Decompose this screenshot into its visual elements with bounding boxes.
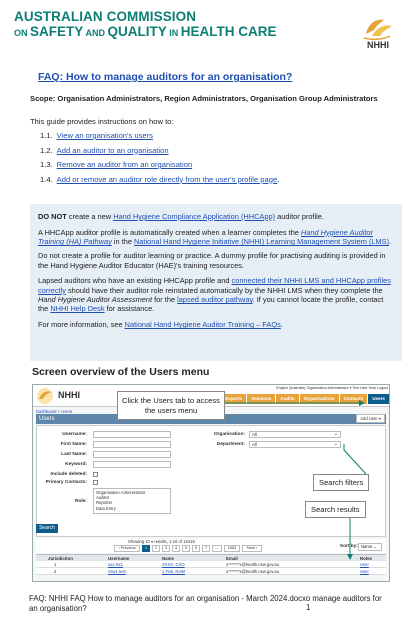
note-paragraph: For more information, see National Hand Hygiene Auditor Training – FAQs. <box>38 320 283 330</box>
list-item: 1.1. View an organisation's users <box>40 131 153 140</box>
nhhi-lms-link[interactable]: National Hand Hygiene Initiative (NHHI) Learning Management System (LMS) <box>133 237 390 247</box>
page-button[interactable]: 7 <box>202 545 210 552</box>
page-button[interactable]: 3 <box>162 545 170 552</box>
first-name-input[interactable] <box>93 441 171 448</box>
org-name-line2: ON SAFETY AND QUALITY IN HEALTH CARE <box>14 24 277 39</box>
lapsed-pathway-link[interactable]: lapsed auditor pathway <box>177 295 253 305</box>
list-item: 1.2. Add an auditor to an organisation <box>40 145 169 155</box>
step-link[interactable]: Add or remove an auditor role directly from the user's profile page <box>56 174 278 184</box>
connect-profiles-link[interactable]: connected their NHHI LMS and HHCApp profiles correctly <box>38 276 391 295</box>
username-link[interactable]: xxx.Nx1 <box>108 562 123 567</box>
table-row[interactable]: 1 xxx.Nx1 XXXX, CXO x*******x@health.nsw.gov.au User <box>36 561 386 568</box>
list-item[interactable]: Data Entry <box>96 505 116 511</box>
column-header[interactable]: Email <box>226 556 238 561</box>
sort-select[interactable]: Name ⌄ <box>358 543 382 551</box>
page-number: 1 <box>306 603 311 612</box>
tab-contacts[interactable]: Contacts <box>340 394 368 404</box>
steps-list <box>40 129 380 187</box>
add-user-button[interactable]: Add User ▾ <box>356 414 385 423</box>
search-results-label: Search results <box>305 501 366 518</box>
hhcapp-link[interactable]: Hand Hygiene Compliance Application (HHCApp) <box>113 212 276 221</box>
help-desk-link[interactable]: NHHI Help Desk <box>50 304 105 314</box>
department-select[interactable]: All ⌄ <box>249 441 341 448</box>
list-item: 1.4. Add or remove an auditor role directly from the user's profile page. <box>40 174 280 184</box>
app-logo-icon <box>36 387 54 405</box>
column-header[interactable]: Jurisdiction <box>48 556 73 561</box>
last-name-input[interactable] <box>93 451 171 458</box>
page-button[interactable]: 1 <box>142 545 150 552</box>
organisation-select[interactable]: All ⌄ <box>249 431 341 438</box>
search-button[interactable]: Search <box>36 524 58 533</box>
primary-contacts-checkbox[interactable] <box>93 480 98 485</box>
note-box <box>30 204 402 361</box>
page-button[interactable]: 4 <box>172 545 180 552</box>
breadcrumb[interactable]: Dashboard > Users <box>36 409 73 414</box>
results-arrow-icon <box>345 518 355 560</box>
next-page-button[interactable]: Next › <box>242 545 262 552</box>
name-link[interactable]: 1 Test, NUM <box>162 569 185 574</box>
note-paragraph: Do not create a profile for auditor learning or practice. A dummy profile for practising auditing is provided in the Hand Hygiene Auditor Educator (HAE)'s training resources. <box>38 251 386 270</box>
keyword-label: Keyword: <box>65 462 87 467</box>
include-deleted-checkbox[interactable] <box>93 472 98 477</box>
step-link[interactable]: View an organisation's users <box>56 131 153 140</box>
note-paragraph: Lapsed auditors who have an existing HHCApp profile and connected their NHHI LMS and HHCApp profiles correctly should have their auditor role reinstated automatically by the NHHI LMS when they complete the Hand Hygiene Auditor Assessment for the lapsed auditor pathway. If you cannot locate the profile, contact the NHHI Help Desk for assistance. <box>38 276 391 314</box>
roles-link[interactable]: User <box>360 562 369 567</box>
chevron-down-icon: ⌄ <box>333 431 338 437</box>
username-link[interactable]: nsw1.test <box>108 569 126 574</box>
last-name-label: Last Name: <box>61 452 87 457</box>
tab-organisations[interactable]: Organisations <box>300 394 339 404</box>
faq-title[interactable]: FAQ: How to manage auditors for an organisation? <box>38 71 293 83</box>
pagination <box>36 539 386 553</box>
document-header <box>14 9 396 53</box>
callout-arrow-icon <box>225 399 365 409</box>
primary-contacts-label: Primary Contacts: <box>45 480 87 485</box>
users-tab-callout: Click the Users tab to access the users menu <box>117 391 225 420</box>
step-link[interactable]: Remove an auditor from an organisation <box>56 160 193 169</box>
ha-pathway-link[interactable]: Hand Hygiene Auditor Training (HA) Pathway <box>38 227 373 247</box>
results-count: Showing 10 ▾ results, 1-10 of 16416 <box>128 539 195 544</box>
note-paragraph: DO NOT create a new Hand Hygiene Compliance Application (HHCApp) auditor profile. <box>38 212 324 221</box>
page-button[interactable]: 5 <box>182 545 190 552</box>
section-title: Screen overview of the Users menu <box>32 366 210 378</box>
role-label: Role: <box>75 499 87 504</box>
sort-by-label: Sort by: <box>339 544 358 549</box>
page-button[interactable]: 6 <box>192 545 200 552</box>
department-label: Department: <box>216 442 245 447</box>
list-item[interactable]: Reporter <box>96 500 113 506</box>
organisation-label: Organisation: <box>213 432 245 437</box>
page-ellipsis: ... <box>212 545 222 552</box>
name-link[interactable]: XXXX, CXO <box>162 562 185 567</box>
intro-text: This guide provides instructions on how to: <box>30 117 174 126</box>
page-button[interactable]: 1682 <box>224 545 240 552</box>
app-name: NHHI <box>58 390 80 400</box>
top-links[interactable]: English (Australia) Organisation Administrator ▾ Test User Help Logout <box>276 386 388 390</box>
first-name-label: First Name: <box>60 442 87 447</box>
org-name-line1: AUSTRALIAN COMMISSION <box>14 9 197 24</box>
tab-users[interactable]: Users <box>368 394 389 404</box>
role-select[interactable] <box>93 488 171 514</box>
page-footer: FAQ: NHHI FAQ How to manage auditors for an organisation - March 2024.docxo manage auditors for an organisation? <box>29 594 382 613</box>
users-panel-heading: Users <box>36 414 386 424</box>
list-item[interactable]: Organisation Administrator <box>96 490 146 495</box>
previous-page-button[interactable]: ‹ Previous <box>114 545 140 552</box>
nhhi-logo-text: NHHI <box>367 40 389 50</box>
chevron-down-icon: ⌄ <box>333 441 338 447</box>
keyword-input[interactable] <box>93 461 171 468</box>
tab-exports[interactable]: Exports <box>221 394 246 404</box>
tab-sessions[interactable]: Sessions <box>247 394 275 404</box>
username-input[interactable] <box>93 431 171 438</box>
search-filters-label: Search filters <box>313 474 369 491</box>
note-paragraph: A HHCApp auditor profile is automatically created when a learner completes the Hand Hygiene Auditor Training (HA) Pathway in the National Hand Hygiene Initiative (NHHI) Learning Management System (LMS). <box>38 227 392 247</box>
column-header[interactable]: Username <box>108 556 130 561</box>
column-header[interactable]: Roles <box>360 556 372 561</box>
column-header[interactable]: Name <box>162 556 174 561</box>
table-header <box>36 554 386 561</box>
tab-audits[interactable]: Audits <box>276 394 298 404</box>
page-button[interactable]: 2 <box>152 545 160 552</box>
users-menu-screenshot <box>32 384 390 582</box>
include-deleted-label: Include deleted: <box>50 472 87 477</box>
list-item[interactable]: Auditor <box>96 495 110 501</box>
auditor-faq-link[interactable]: National Hand Hygiene Auditor Training – FAQs <box>124 320 281 330</box>
list-item: 1.3. Remove an auditor from an organisation <box>40 160 193 169</box>
username-label: Username: <box>62 432 87 437</box>
roles-link[interactable]: User <box>360 569 369 574</box>
scope-text: Scope: Organisation Administrators, Region Administrators, Organisation Group Administrators <box>30 94 378 103</box>
table-row[interactable]: 2 nsw1.test 1 Test, NUM x*******x@health.nsw.gov.au User <box>36 568 386 575</box>
step-link[interactable]: Add an auditor to an organisation <box>56 145 169 155</box>
filters-arrow-icon <box>342 442 368 476</box>
